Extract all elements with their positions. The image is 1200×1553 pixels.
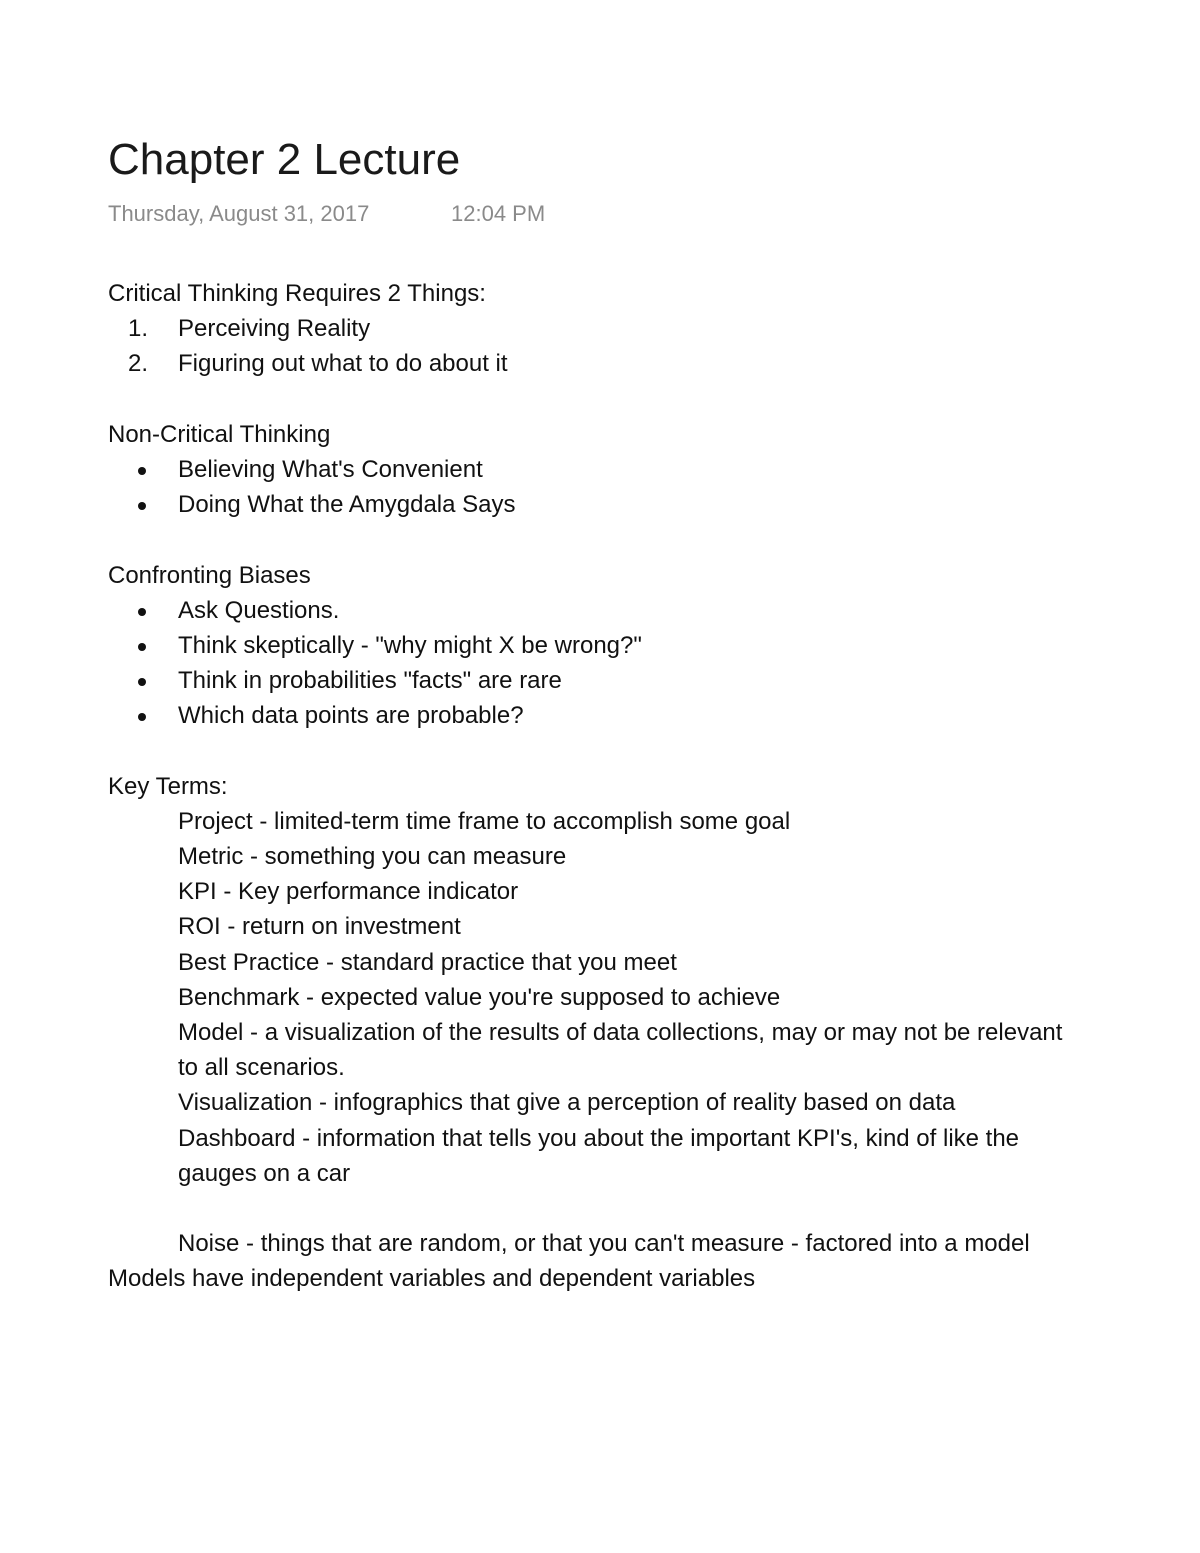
bullet-item bbox=[108, 452, 1108, 487]
note-time: 12:04 PM bbox=[451, 201, 546, 226]
key-term: Best Practice - standard practice that you meet bbox=[178, 948, 677, 976]
bullet-icon bbox=[138, 678, 146, 686]
section-heading-biases: Confronting Biases bbox=[108, 561, 311, 589]
key-term: ROI - return on investment bbox=[178, 913, 461, 941]
list-item-text: Doing What the Amygdala Says bbox=[178, 491, 516, 519]
list-item-text: Believing What's Convenient bbox=[178, 455, 483, 483]
note-timestamp bbox=[108, 198, 546, 230]
page-title: Chapter 2 Lecture bbox=[108, 135, 461, 184]
note-date: Thursday, August 31, 2017 bbox=[108, 201, 370, 226]
numbered-item bbox=[108, 311, 1108, 346]
list-item-text: Perceiving Reality bbox=[178, 315, 371, 343]
note-body bbox=[108, 276, 1108, 1297]
key-term: Dashboard - information that tells you about the important KPI's, kind of like the gauges on a car bbox=[178, 1124, 1020, 1187]
spacer bbox=[108, 733, 1108, 768]
bullet-item bbox=[108, 628, 1108, 663]
section-heading-critical-thinking: Critical Thinking Requires 2 Things: bbox=[108, 280, 486, 307]
list-number: 2. bbox=[128, 350, 149, 378]
spacer bbox=[108, 382, 1108, 417]
list-item-text: Which data points are probable? bbox=[178, 702, 524, 730]
list-item-text: Think in probabilities "facts" are rare bbox=[178, 667, 562, 695]
key-term: Visualization - infographics that give a perception of reality based on data bbox=[178, 1089, 956, 1117]
spacer bbox=[108, 1191, 1108, 1226]
key-term: Benchmark - expected value you're supposed to achieve bbox=[178, 983, 781, 1011]
bullet-icon bbox=[138, 608, 146, 616]
list-item-text: Ask Questions. bbox=[178, 596, 340, 624]
closing-line: Models have independent variables and dependent variables bbox=[108, 1265, 756, 1293]
key-term-noise: Noise - things that are random, or that you can't measure - factored into a model bbox=[178, 1230, 1030, 1258]
key-term: Model - a visualization of the results of data collections, may or may not be relevant to all scenarios. bbox=[178, 1019, 1063, 1082]
bullet-icon bbox=[138, 502, 146, 510]
bullet-item bbox=[108, 487, 1108, 522]
key-term: Metric - something you can measure bbox=[178, 843, 567, 871]
list-number: 1. bbox=[128, 315, 149, 343]
section-heading-non-critical: Non-Critical Thinking bbox=[108, 420, 331, 448]
key-term: KPI - Key performance indicator bbox=[178, 878, 519, 906]
key-term: Project - limited-term time frame to accomplish some goal bbox=[178, 807, 791, 835]
numbered-item bbox=[108, 346, 1108, 381]
spacer bbox=[108, 522, 1108, 557]
list-item-text: Figuring out what to do about it bbox=[178, 350, 508, 378]
bullet-icon bbox=[138, 643, 146, 651]
bullet-icon bbox=[138, 713, 146, 721]
bullet-icon bbox=[138, 467, 146, 475]
section-heading-key-terms: Key Terms: bbox=[108, 772, 228, 800]
bullet-item bbox=[108, 663, 1108, 698]
bullet-item bbox=[108, 698, 1108, 733]
list-item-text: Think skeptically - "why might X be wrong?" bbox=[178, 631, 642, 659]
bullet-item bbox=[108, 593, 1108, 628]
